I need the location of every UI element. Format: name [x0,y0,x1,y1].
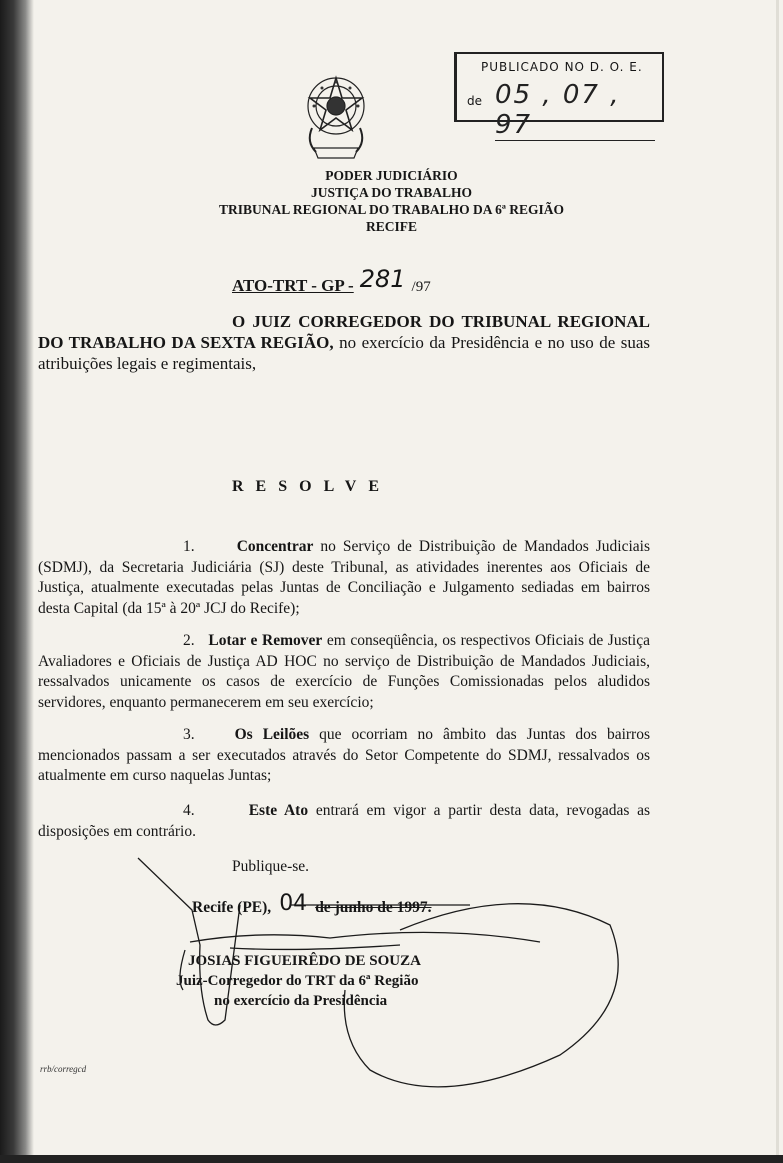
item-1-number: 1. [183,538,195,555]
item-3 [38,725,650,787]
place-month-year: de junho de 1997. [315,899,432,916]
header-line-4: RECIFE [365,219,417,234]
act-label: ATO-TRT - GP - [232,276,354,295]
intro-rest: no exercício da Presidência e no uso de suas atribuições legais e regimentais, [38,333,650,373]
place-day: 04 [279,891,308,916]
act-number: 281 [359,265,406,293]
item-2-text: em conseqüência, os respectivos Oficiais de Justiça Avaliadores e Oficiais de Justiça AD HOC no serviço de Distribuição de Mandados Judiciais, ressalvados unicamente os casos de exercício de Funções Comissionadas pelos aludidos servidores, enquanto permanecerem em seu exercício; [38,632,650,711]
item-1 [38,537,650,619]
signer-role-1: Juiz-Corregedor do TRT da 6ª Região [176,973,419,989]
stamp-de: de [467,94,482,108]
item-4 [38,801,650,842]
signer-name: JOSIAS FIGUEIRÊDO DE SOUZA [188,953,421,969]
header-line-2: JUSTIÇA DO TRABALHO [310,185,473,200]
intro-paragraph [38,311,650,374]
item-4-text: entrará em vigor a partir desta data, revogadas as disposições em contrário. [38,802,651,840]
signer-role-2: no exercício da Presidência [214,993,388,1009]
item-3-text: que ocorriam no âmbito das Juntas dos bairros mencionados passam a ser executados através do Setor Competente do SDMJ, ressalvados os atualmente em curso naquelas Juntas; [38,726,650,784]
footer-reference: rrb/corregcd [40,1064,87,1074]
item-3-number: 3. [183,726,195,743]
stamp-title: PUBLICADO NO D. O. E. [481,60,643,74]
item-1-text: no Serviço de Distribuição de Mandados Judiciais (SDMJ), da Secretaria Judiciária (SJ) deste Tribunal, as atividades inerentes aos Oficiais de Justiça, atualmente executadas pelas Juntas de Conciliação e Julgamento sediadas em bairros desta Capital (da 15ª à 20ª JCJ do Recife); [38,538,650,617]
scan-bottom-edge [0,1155,783,1163]
item-2-number: 2. [183,632,195,649]
item-4-lead: Este Ato [248,802,309,819]
resolve-heading: RESOLVE [232,478,391,495]
place-label: Recife (PE), [192,899,272,916]
place-date-line [192,893,431,918]
item-2-lead: Lotar e Remover [208,632,323,649]
item-4-number: 4. [183,802,195,819]
intro-bold: O JUIZ CORREGEDOR DO TRIBUNAL REGIONAL DO TRABALHO DA SEXTA REGIÃO, [38,312,650,352]
item-3-lead: Os Leilões [234,726,310,743]
publish-line: Publique-se. [232,858,310,875]
act-year: /97 [411,279,431,295]
act-number-line [232,265,431,297]
header-line-1: PODER JUDICIÁRIO [325,168,458,183]
header-line-3: TRIBUNAL REGIONAL DO TRABALHO DA 6ª REGIÃO [218,202,565,217]
item-2 [38,631,650,713]
item-1-lead: Concentrar [236,538,314,555]
coat-of-arms-seal [300,68,372,164]
publication-stamp [454,52,664,140]
stamp-date: 05 , 07 , 97 [495,80,655,141]
